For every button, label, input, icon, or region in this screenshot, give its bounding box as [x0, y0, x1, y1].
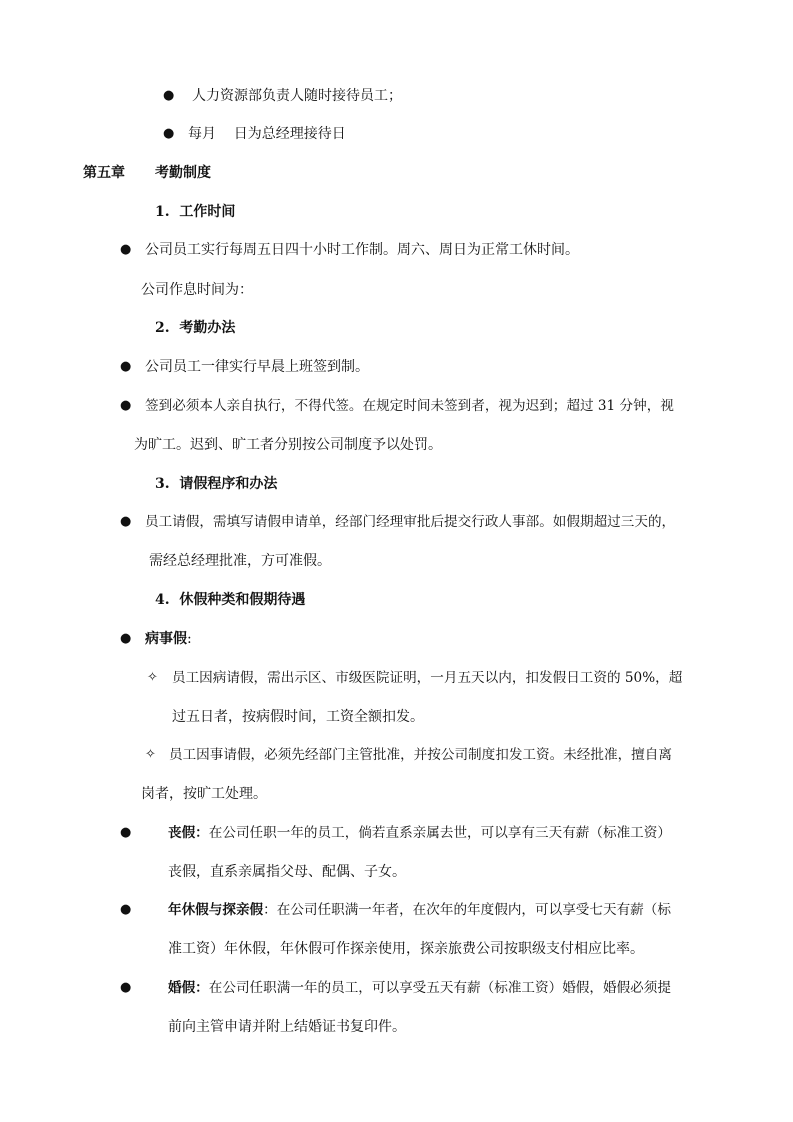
s3-bullet-1-line-2: 需经总经理批准，方可准假。 — [149, 553, 331, 569]
bullet-icon: ● — [120, 242, 132, 257]
section-1-title: 1. 工作时间 — [155, 204, 236, 220]
bullet-icon: ● — [120, 631, 132, 646]
s2-bullet-2-line-2: 为旷工。迟到、旷工者分别按公司制度予以处罚。 — [134, 437, 442, 453]
bullet-icon: ● — [120, 902, 132, 917]
top-item-gm: 每月 日为总经理接待日 — [188, 126, 346, 142]
sick-leave-label: 病事假 — [145, 631, 187, 647]
funeral-leave-label: 丧假： — [168, 825, 209, 841]
bullet-icon: ● — [163, 88, 175, 103]
sick-sub-2-line-1: 员工因事请假，必须先经部门主管批准，并按公司制度扣发工资。未经批准，擅自离 — [169, 747, 672, 763]
marriage-leave-text: 在公司任职满一年的员工，可以享受五天有薪（标准工资）婚假，婚假必须提 — [208, 980, 671, 996]
annual-leave-text: ：在公司任职满一年者，在次年的年度假内，可以享受七天有薪（标 — [263, 902, 671, 918]
section-4-title: 4. 休假种类和假期待遇 — [155, 592, 306, 608]
bullet-icon: ● — [120, 825, 132, 840]
chapter-title: 考勤制度 — [155, 165, 211, 181]
funeral-leave-line-2: 丧假，直系亲属指父母、配偶、子女。 — [168, 864, 406, 880]
section-3-title: 3. 请假程序和办法 — [155, 476, 278, 492]
funeral-leave-text: 在公司任职一年的员工，倘若直系亲属去世，可以享有三天有薪（标准工资） — [208, 825, 671, 841]
funeral-leave-line-1 — [168, 823, 671, 843]
s1-bullet-1: 公司员工实行每周五日四十小时工作制。周六、周日为正常工休时间。 — [145, 242, 579, 258]
bullet-icon: ● — [120, 359, 132, 374]
sick-leave-colon: : — [187, 631, 192, 647]
annual-leave-label: 年休假与探亲假 — [168, 902, 264, 918]
annual-leave-line-1 — [168, 900, 671, 920]
diamond-bullet-icon: ✧ — [147, 670, 158, 685]
bullet-icon: ● — [120, 980, 132, 995]
s3-bullet-1-line-1: 员工请假，需填写请假申请单，经部门经理审批后提交行政人事部。如假期超过三天的， — [145, 514, 676, 530]
marriage-leave-line-2: 前向主管申请并附上结婚证书复印件。 — [168, 1019, 406, 1035]
sick-leave-heading — [145, 629, 192, 649]
section-2-title: 2. 考勤办法 — [155, 320, 236, 336]
sick-sub-2-line-2: 岗者，按旷工处理。 — [141, 786, 267, 802]
sick-sub-1-line-1: 员工因病请假，需出示区、市级医院证明，一月五天以内，扣发假日工资的 50%，超 — [172, 670, 683, 686]
marriage-leave-label: 婚假： — [168, 980, 209, 996]
top-item-hr: 人力资源部负责人随时接待员工； — [192, 88, 402, 104]
chapter-number: 第五章 — [83, 165, 125, 181]
diamond-bullet-icon: ✧ — [145, 747, 156, 762]
marriage-leave-line-1 — [168, 978, 671, 998]
bullet-icon: ● — [120, 398, 132, 413]
sick-sub-1-line-2: 过五日者，按病假时间，工资全额扣发。 — [172, 709, 424, 725]
bullet-icon: ● — [163, 126, 175, 141]
s1-note: 公司作息时间为： — [141, 282, 253, 298]
s2-bullet-1: 公司员工一律实行早晨上班签到制。 — [145, 359, 369, 375]
annual-leave-line-2: 准工资）年休假，年休假可作探亲使用，探亲旅费公司按职级支付相应比率。 — [168, 941, 644, 957]
bullet-icon: ● — [120, 514, 132, 529]
s2-bullet-2-line-1: 签到必须本人亲自执行，不得代签。在规定时间未签到者，视为迟到；超过 31 分钟，视 — [145, 398, 674, 414]
